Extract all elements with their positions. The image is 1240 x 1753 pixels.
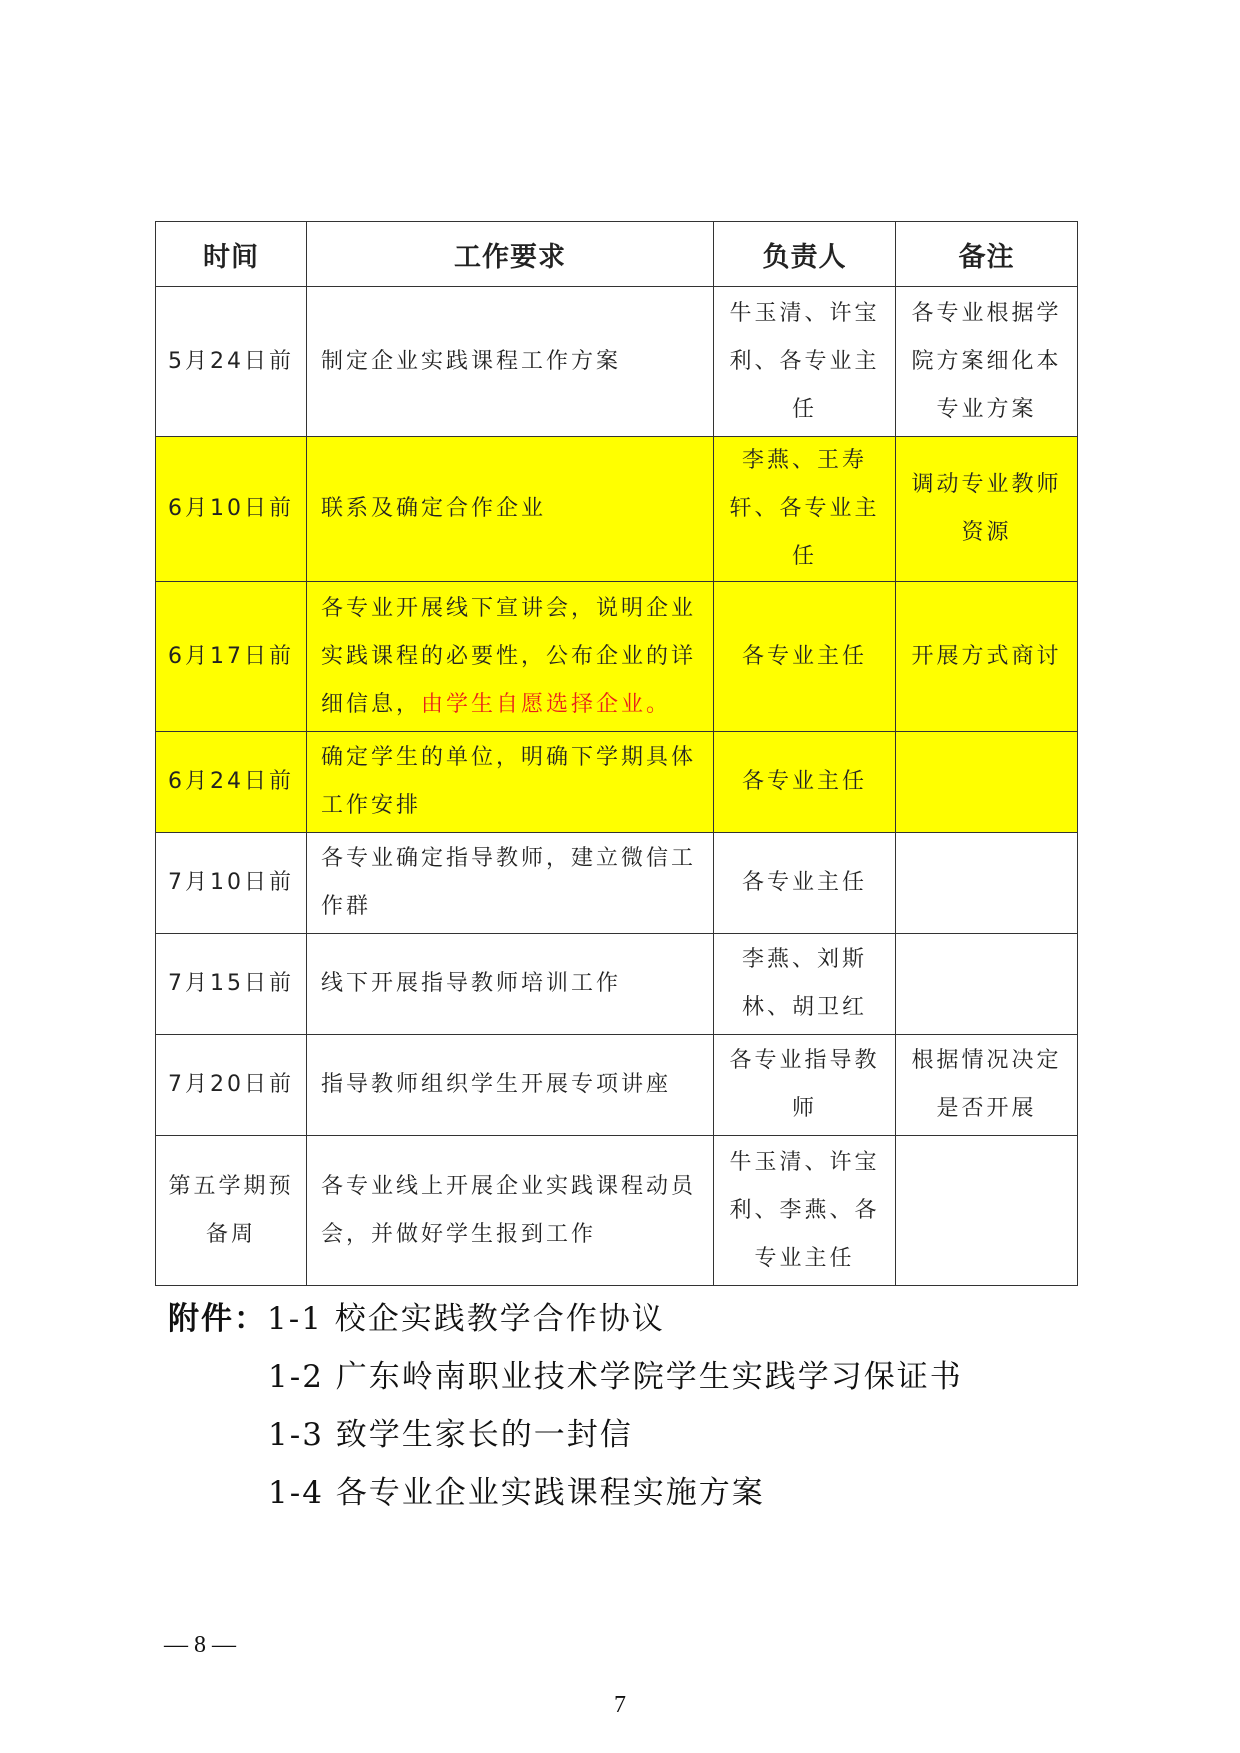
header-owner: 负责人: [714, 222, 896, 287]
header-requirement: 工作要求: [307, 222, 714, 287]
table-row: [156, 732, 1078, 833]
cell-time: 第五学期预备周: [156, 1136, 307, 1286]
attachment-line: [168, 1406, 963, 1464]
attachment-item: 1-2 广东岭南职业技术学院学生实践学习保证书: [268, 1359, 963, 1395]
attachment-item: 1-1 校企实践教学合作协议: [267, 1301, 665, 1337]
page-number: 7: [614, 1692, 626, 1718]
cell-time: 6月24日前: [156, 732, 307, 833]
cell-time: 7月15日前: [156, 934, 307, 1035]
cell-requirement: 确定学生的单位，明确下学期具体工作安排: [307, 732, 714, 833]
cell-time: 5月24日前: [156, 287, 307, 437]
cell-owner: 各专业指导教师: [714, 1035, 896, 1136]
cell-requirement: 联系及确定合作企业: [307, 437, 714, 582]
attachment-item: 1-4 各专业企业实践课程实施方案: [268, 1475, 765, 1511]
schedule-table: [155, 221, 1078, 1286]
attachment-line: [168, 1348, 963, 1406]
attachment-line: [168, 1290, 963, 1348]
attachment-item: 1-3 致学生家长的一封信: [268, 1417, 633, 1453]
cell-time: 7月10日前: [156, 833, 307, 934]
cell-owner: 李燕、王寿轩、各专业主任: [714, 437, 896, 582]
cell-time: 6月10日前: [156, 437, 307, 582]
cell-requirement: [307, 582, 714, 732]
cell-note: [896, 833, 1078, 934]
page-mark: — 8 —: [164, 1632, 236, 1658]
attachments-section: [168, 1290, 963, 1522]
cell-time: 6月17日前: [156, 582, 307, 732]
requirement-emphasis: 由学生自愿选择企业。: [421, 691, 672, 717]
table-row: [156, 582, 1078, 732]
attachment-line: [168, 1464, 963, 1522]
cell-owner: 各专业主任: [714, 582, 896, 732]
table-header-row: [156, 222, 1078, 287]
cell-note: 调动专业教师资源: [896, 437, 1078, 582]
table-row: [156, 287, 1078, 437]
table-row: [156, 833, 1078, 934]
cell-owner: 牛玉清、许宝利、李燕、各专业主任: [714, 1136, 896, 1286]
cell-requirement: 制定企业实践课程工作方案: [307, 287, 714, 437]
cell-owner: 各专业主任: [714, 833, 896, 934]
cell-owner: 各专业主任: [714, 732, 896, 833]
cell-note: 根据情况决定是否开展: [896, 1035, 1078, 1136]
cell-time: 7月20日前: [156, 1035, 307, 1136]
cell-requirement: 指导教师组织学生开展专项讲座: [307, 1035, 714, 1136]
cell-requirement: 各专业线上开展企业实践课程动员会，并做好学生报到工作: [307, 1136, 714, 1286]
table-row: [156, 1136, 1078, 1286]
cell-owner: 李燕、刘斯林、胡卫红: [714, 934, 896, 1035]
cell-owner: 牛玉清、许宝利、各专业主任: [714, 287, 896, 437]
cell-requirement: 各专业确定指导教师，建立微信工作群: [307, 833, 714, 934]
cell-requirement: 线下开展指导教师培训工作: [307, 934, 714, 1035]
cell-note: [896, 732, 1078, 833]
cell-note: [896, 1136, 1078, 1286]
cell-note: [896, 934, 1078, 1035]
requirement-text: 各专业开展线下宣讲会，说明企业实践课程的必要性，公布企业的详细信息，: [321, 595, 697, 717]
attachments-label: 附件：: [168, 1301, 267, 1337]
table-row: [156, 934, 1078, 1035]
header-note: 备注: [896, 222, 1078, 287]
header-time: 时间: [156, 222, 307, 287]
table-row: [156, 437, 1078, 582]
cell-note: 开展方式商讨: [896, 582, 1078, 732]
cell-note: 各专业根据学院方案细化本专业方案: [896, 287, 1078, 437]
table-row: [156, 1035, 1078, 1136]
